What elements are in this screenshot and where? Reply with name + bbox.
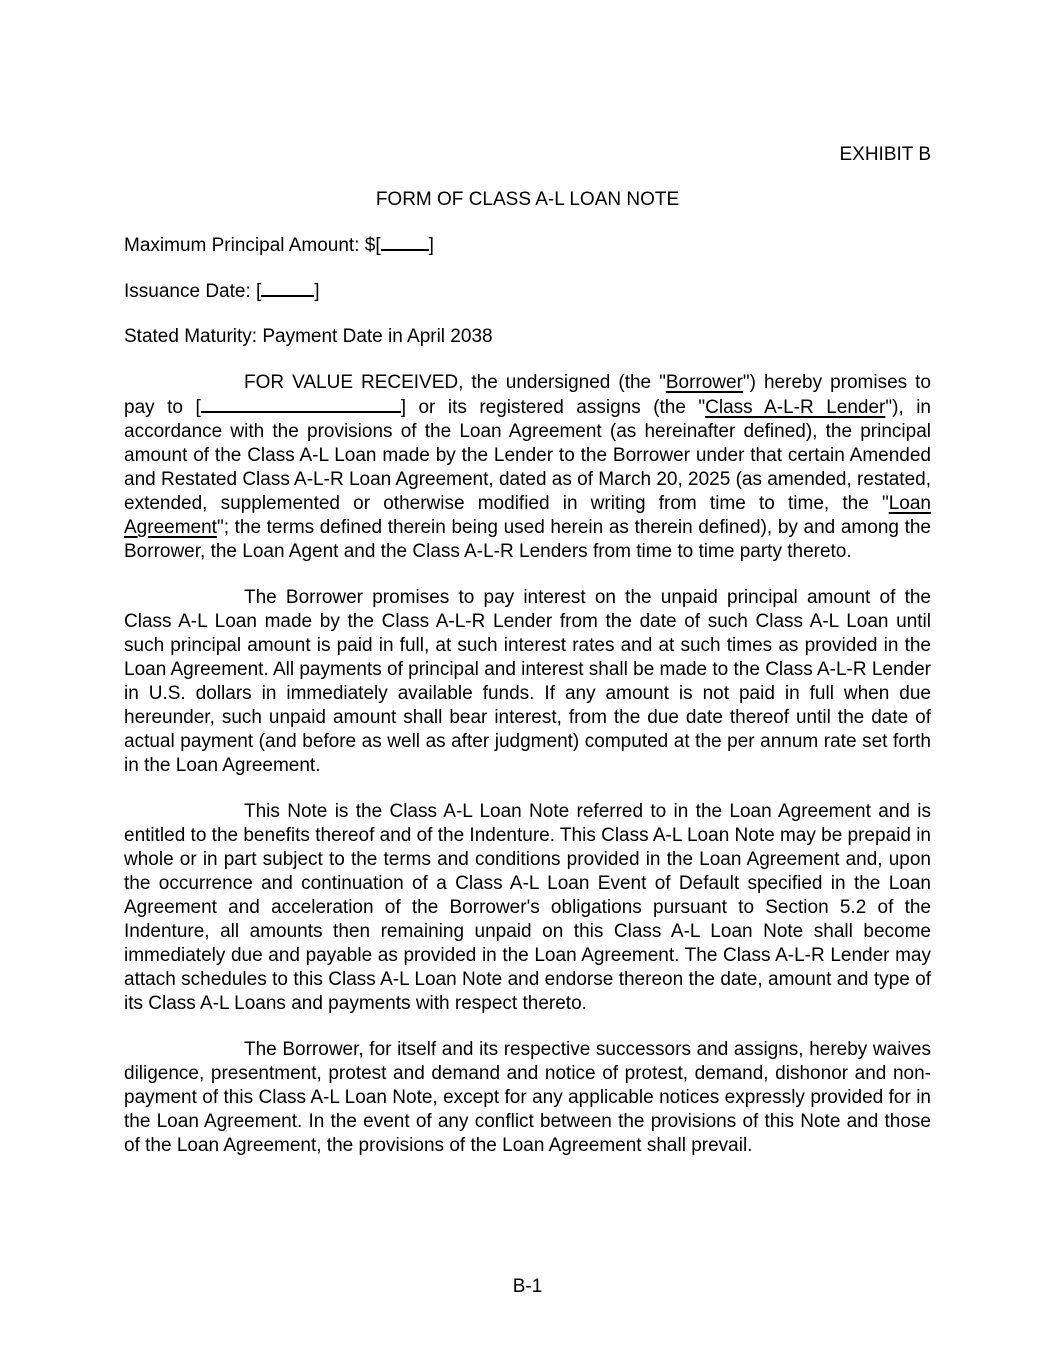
payee-blank [201,395,401,413]
paragraph-1-text: "), in accordance with the provisions of the Loan Agreement (as hereinafter defined), the principal amount of the Class A-L Loan made by the Lender to the Borrower under that certain Amended and Restated Class A-L-R Loan Agreement, dated as of March 20, 2025 (as amended, restated, extended, supplemented or otherwise modified in writing from time to time, the " [124,397,931,514]
paragraph-1-text: ] or its registered assigns (the " [400,397,706,418]
paragraph-2: The Borrower promises to pay interest on the unpaid principal amount of the Class A-L Loan made by the Class A-L-R Lender from the date of such Class A-L Loan until such principal amount is paid in full, at such interest rates and at such times as provided in the Loan Agreement. All payments of principal and interest shall be made to the Class A-L-R Lender in U.S. dollars in immediately available funds. If any amount is not paid in full when due hereunder, such unpaid amount shall bear interest, from the due date thereof until the date of actual payment (and before as well as after judgment) computed at the per annum rate set forth in the Loan Agreement. [124,587,931,776]
term-class-a-l-r-lender: Class A-L-R Lender [705,397,886,418]
page-number: B-1 [512,1276,543,1297]
paragraph-1 [124,371,931,564]
paragraph-1-text: FOR VALUE RECEIVED, the undersigned (the " [244,372,666,393]
paragraph-3: This Note is the Class A-L Loan Note referred to in the Loan Agreement and is entitled to the benefits thereof and of the Indenture. This Class A-L Loan Note may be prepaid in whole or in part subject to the terms and conditions provided in the Loan Agreement and, upon the occurrence and continuation of a Class A-L Loan Event of Default specified in the Loan Agreement and acceleration of the Borrower's obligations pursuant to Section 5.2 of the Indenture, all amounts then remaining unpaid on this Class A-L Loan Note shall become immediately due and payable as provided in the Loan Agreement. The Class A-L-R Lender may attach schedules to this Class A-L Loan Note and endorse thereon the date, amount and type of its Class A-L Loans and payments with respect thereto. [124,801,931,1014]
field-issuance-date-label: Issuance Date: [ [124,281,262,302]
term-borrower: Borrower [665,372,743,393]
field-issuance-date-close-bracket: ] [314,281,320,302]
document-title: FORM OF CLASS A-L LOAN NOTE [375,189,680,210]
max-principal-blank [381,233,429,251]
paragraph-4: The Borrower, for itself and its respective successors and assigns, hereby waives diligence, presentment, protest and demand and notice of protest, demand, dishonor and non-payment of this Class A-L Loan Note, except for any applicable notices expressly provided for in the Loan Agreement. In the event of any conflict between the provisions of this Note and those of the Loan Agreement, the provisions of the Loan Agreement shall prevail. [124,1039,931,1156]
field-stated-maturity: Stated Maturity: Payment Date in April 2038 [124,326,493,347]
field-issuance-date [124,279,931,304]
issuance-date-blank [261,279,314,297]
paragraph-1-text: ") hereby promises to pay to [ [124,372,931,418]
field-max-principal [124,233,931,258]
paragraph-1-text: "; the terms defined therein being used herein as therein defined), by and among the Borrower, the Loan Agent and the Class A-L-R Lenders from time to time party thereto. [124,517,931,562]
field-max-principal-label: Maximum Principal Amount: $[ [124,235,381,256]
field-max-principal-close-bracket: ] [428,235,434,256]
term-loan-agreement: Loan Agreement [124,493,931,538]
exhibit-label: EXHIBIT B [839,144,931,165]
